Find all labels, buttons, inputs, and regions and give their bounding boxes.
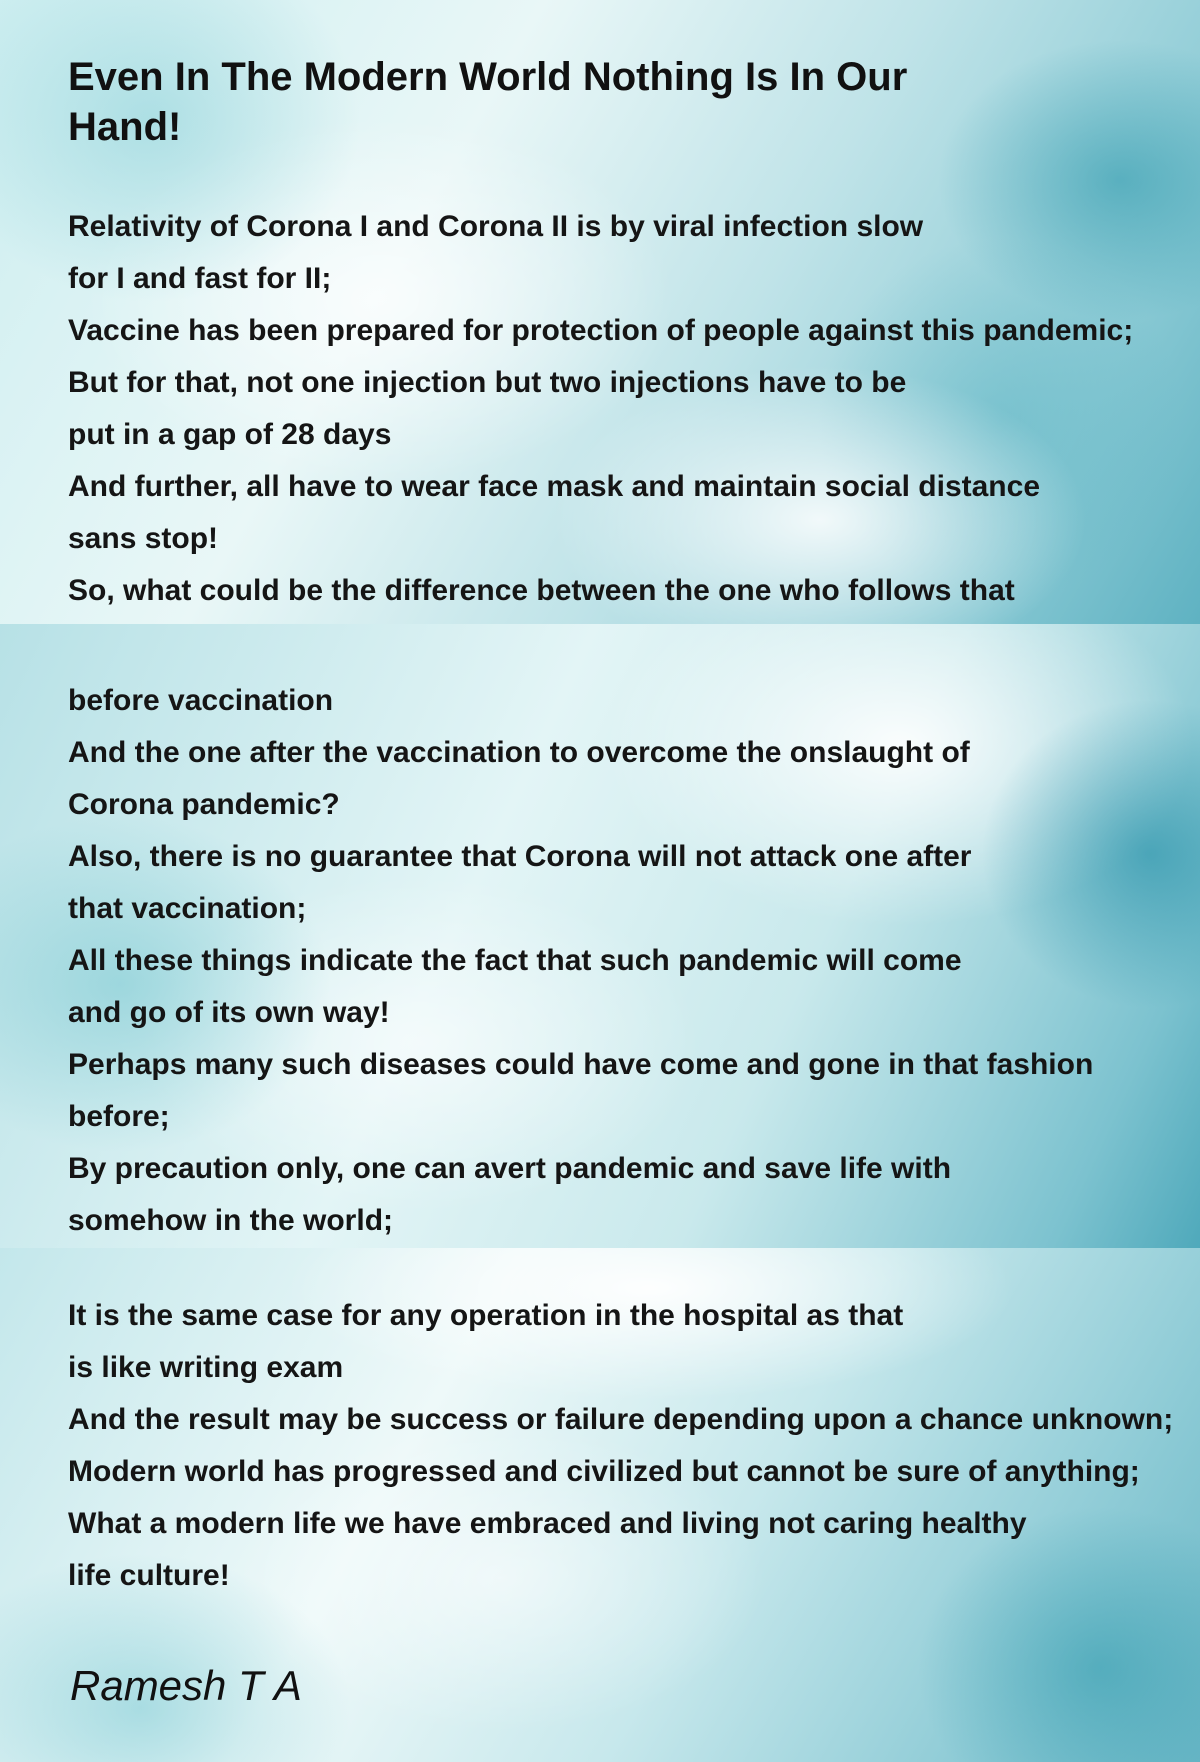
poem-stanza-1 (68, 201, 1133, 617)
poem-line: What a modern life we have embraced and living not caring healthy (68, 1507, 1027, 1540)
poem-line: is like writing exam (68, 1351, 344, 1384)
poem-line: life culture! (68, 1559, 230, 1592)
poem-author: Ramesh T A (70, 1662, 302, 1709)
poem-line: put in a gap of 28 days (68, 418, 392, 451)
poem-line: that vaccination; (68, 892, 307, 925)
poem-line: for I and fast for II; (68, 262, 332, 295)
poem-stanza-2 (68, 675, 1093, 1247)
poem-line: By precaution only, one can avert pandemic and save life with (68, 1152, 952, 1185)
poem-stanza-3 (68, 1290, 1173, 1602)
poem-line: Also, there is no guarantee that Corona will not attack one after (68, 840, 972, 873)
poem-line: before; (68, 1100, 170, 1133)
poem-line: somehow in the world; (68, 1204, 394, 1237)
poem-section-1 (0, 0, 1200, 624)
poem-line: It is the same case for any operation in the hospital as that (68, 1299, 904, 1332)
poem-section-2 (0, 624, 1200, 1248)
poem-line: All these things indicate the fact that such pandemic will come (68, 944, 962, 977)
poem-line: So, what could be the difference between the one who follows that (68, 574, 1015, 607)
poem-line: Corona pandemic? (68, 788, 340, 821)
poem-line: Modern world has progressed and civilized but cannot be sure of anything; (68, 1455, 1140, 1488)
poem-line: and go of its own way! (68, 996, 390, 1029)
poem-line: Vaccine has been prepared for protection of people against this pandemic; (68, 314, 1134, 347)
poem-title: Even In The Modern World Nothing Is In Our Hand! (68, 55, 908, 149)
poem-line: Relativity of Corona I and Corona II is by viral infection slow (68, 210, 924, 243)
poem-line: sans stop! (68, 522, 219, 555)
poem-line: Perhaps many such diseases could have come and gone in that fashion (68, 1048, 1094, 1081)
poem-line: before vaccination (68, 684, 334, 717)
poem-line: But for that, not one injection but two injections have to be (68, 366, 907, 399)
poem-line: And the one after the vaccination to overcome the onslaught of (68, 736, 970, 769)
poem-section-3 (0, 1248, 1200, 1762)
poem-line: And the result may be success or failure depending upon a chance unknown; (68, 1403, 1174, 1436)
poem-line: And further, all have to wear face mask and maintain social distance (68, 470, 1040, 503)
